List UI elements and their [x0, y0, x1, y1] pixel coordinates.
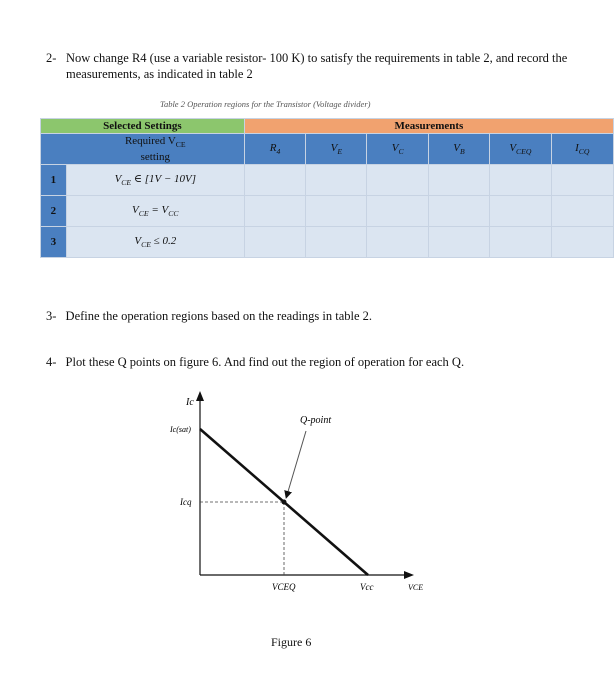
question-4-number: 4-	[46, 355, 57, 369]
table-caption: Table 2 Operation regions for the Transistor (Voltage divider)	[160, 99, 371, 109]
row-setting: $V_{CE}$ ∈ [1V − 10V]	[66, 165, 244, 196]
row-setting: $V_{CE} \le 0.2$	[66, 227, 244, 258]
vce-label: VCE	[408, 583, 424, 592]
cell-r4[interactable]	[244, 196, 305, 227]
cell-ve[interactable]	[306, 196, 367, 227]
icq-label: Icq	[180, 497, 192, 507]
question-2-text: Now change R4 (use a variable resistor- 100 K) to satisfy the requirements in table 2, and record the measurements, as indicated in table 2	[66, 51, 568, 81]
cell-vb[interactable]	[428, 196, 489, 227]
cell-r4[interactable]	[244, 227, 305, 258]
header-index-blank	[41, 134, 67, 165]
question-4-text: Plot these Q points on figure 6. And find out the region of operation for each Q.	[65, 355, 465, 369]
question-3-number: 3-	[46, 309, 57, 323]
row-setting: $V_{CE} = V_{CC}$	[66, 196, 244, 227]
cell-vc[interactable]	[367, 196, 428, 227]
header-vceq: $V_{CEQ}$	[490, 134, 551, 165]
cell-vceq[interactable]	[490, 196, 551, 227]
y-axis-arrow	[196, 391, 204, 401]
table-row	[41, 165, 614, 196]
q-point-marker	[282, 500, 287, 505]
cell-vc[interactable]	[367, 227, 428, 258]
row-index: 2	[41, 196, 67, 227]
load-line-figure	[160, 385, 460, 605]
y-axis-label: Ic	[186, 397, 194, 408]
figure-caption: Figure 6	[271, 635, 312, 649]
q-point-label: Q-point	[300, 415, 332, 426]
row-index: 3	[41, 227, 67, 258]
q-point-arrow	[287, 431, 306, 495]
vcc-label: Vcc	[360, 582, 374, 592]
header-required-vce-setting: Required $V_{CE}$ setting	[66, 134, 244, 165]
cell-ve[interactable]	[306, 165, 367, 196]
x-axis-arrow	[404, 571, 414, 579]
header-r4: $R_4$	[244, 134, 305, 165]
question-2-number: 2-	[46, 51, 57, 65]
cell-icq[interactable]	[551, 196, 613, 227]
row-index: 1	[41, 165, 67, 196]
cell-icq[interactable]	[551, 227, 613, 258]
cell-vb[interactable]	[428, 227, 489, 258]
header-icq: $I_{CQ}$	[551, 134, 613, 165]
header-ve: $V_E$	[306, 134, 367, 165]
cell-vc[interactable]	[367, 165, 428, 196]
cell-vceq[interactable]	[490, 227, 551, 258]
header-measurements: Measurements	[244, 119, 613, 134]
cell-vb[interactable]	[428, 165, 489, 196]
header-vb: $V_B$	[428, 134, 489, 165]
operation-regions-table	[40, 118, 614, 258]
header-vc: $V_C$	[367, 134, 428, 165]
vceq-label: VCEQ	[272, 582, 296, 592]
table-row	[41, 196, 614, 227]
table-row	[41, 227, 614, 258]
question-3	[46, 309, 372, 324]
cell-icq[interactable]	[551, 165, 613, 196]
cell-r4[interactable]	[244, 165, 305, 196]
question-3-text: Define the operation regions based on the readings in table 2.	[65, 309, 373, 323]
cell-ve[interactable]	[306, 227, 367, 258]
ic-sat-label: Ic(sat)	[170, 425, 191, 434]
cell-vceq[interactable]	[490, 165, 551, 196]
question-4	[46, 355, 464, 370]
header-selected-settings: Selected Settings	[41, 119, 245, 134]
